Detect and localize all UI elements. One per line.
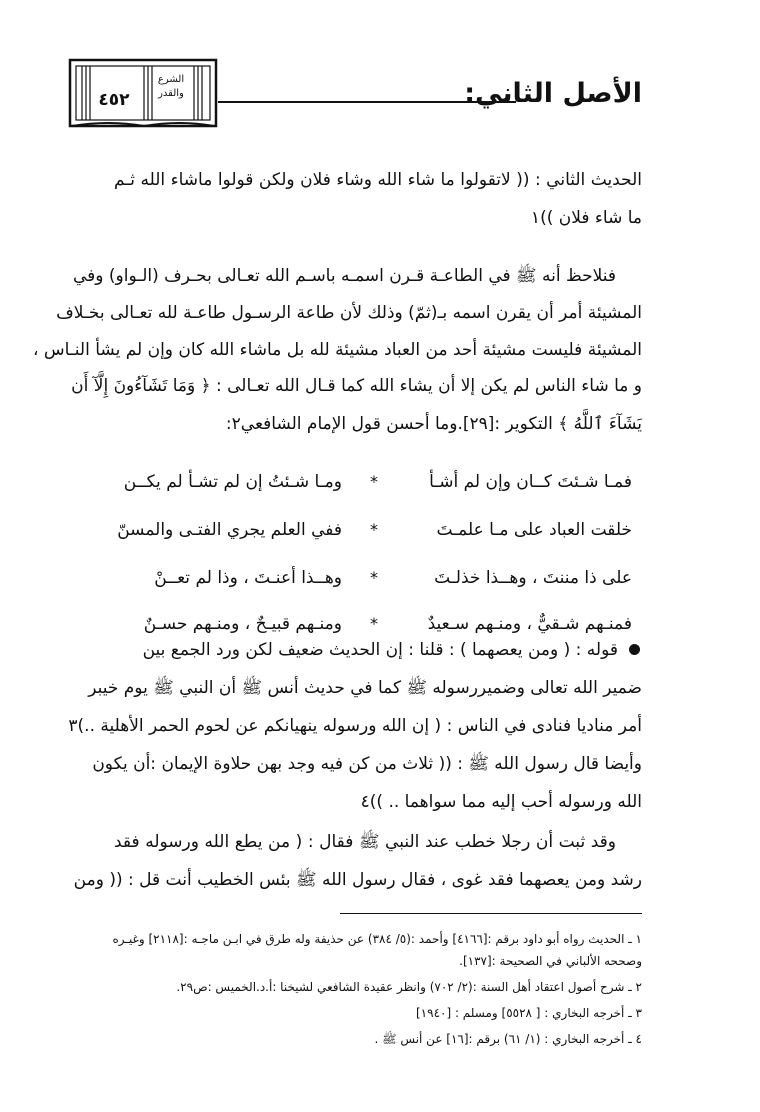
footnote: ٤ ـ أخرجه البخاري : (١/ ٦١) برقم :[١٦] عن أنس ﷺ . (374, 1032, 642, 1046)
header-rule (218, 101, 516, 103)
footnote: ١ ـ الحديث رواه أبو داود برقم :[٤١٦٦] وأحمد :(٥/ ٣٨٤) عن حذيفة وله طرق في ابـن ماجـه :[٢١١٨] وغيـره (112, 932, 642, 946)
body-line: و ما شاء الناس لم يكن إلا أن يشاء الله كما قـال الله تعـالى : ﴿ وَمَا تَشَآءُونَ إِلَّآ أَن (71, 376, 642, 396)
body-line: وأيضا قال رسول الله ﷺ : (( ثلاث من كن فيه وجد بهن حلاوة الإيمان :أن يكون (92, 754, 642, 774)
verse-separator: * (370, 520, 378, 539)
verse-separator: * (370, 472, 378, 491)
badge-label-top: الشرع (157, 74, 185, 85)
verse-second-hemistich: ومـا شـئتُ إن لم تشـأ لم يكــن (123, 472, 342, 492)
footnote-rule (340, 913, 642, 914)
verse-separator: * (370, 568, 378, 587)
verse-first-hemistich: خلقت العباد على مـا علمـتَ (436, 520, 632, 540)
badge-label-bottom: والقدر (158, 88, 184, 99)
verse-second-hemistich: ففي العلم يجري الفتـى والمسنّ (117, 520, 342, 540)
verse-second-hemistich: وهــذا أعنـتَ ، وذا لم تعــنْ (154, 568, 342, 588)
poem-verse (112, 558, 632, 598)
body-line: الله ورسوله أحب إليه مما سواهما .. ))٤ (360, 792, 642, 812)
verse-first-hemistich: على ذا مننتَ ، وهــذا خذلـتَ (434, 568, 632, 588)
chapter-title: الأصل الثاني: (464, 78, 642, 109)
body-line: ما شاء فلان ))١ (530, 208, 642, 228)
body-line: فنلاحظ أنه ﷺ في الطاعـة قـرن اسمـه باسـم الله تعـالى بحـرف (الـواو) وفي (72, 266, 616, 286)
verse-first-hemistich: فمـا شـئتَ كــان وإن لم أشـأ (429, 472, 632, 492)
footnote: ٢ ـ شرح أصول اعتقاد أهل السنة :(٢/ ٧٠٢) وانظر عقيدة الشافعي لشيخنا :أ.د.الخميس :ص٢٩. (176, 980, 642, 994)
footnote: ٣ ـ أخرجه البخاري : [ ٥٥٢٨] ومسلم : [١٩٤٠] (415, 1006, 642, 1020)
verse-second-hemistich: ومنـهم قبيـحٌ ، ومنـهم حسـنٌ (143, 614, 342, 634)
verse-first-hemistich: فمنـهم شـقيٌّ ، ومنـهم سـعيدٌ (427, 614, 632, 634)
body-line: رشد ومن يعصهما فقد غوى ، فقال رسول الله ﷺ بئس الخطيب أنت قل : (( ومن (73, 870, 642, 890)
body-line: أمر مناديا فنادى في الناس : ( إن الله ورسوله ينهيانكم عن لحوم الحمر الأهلية ..)٣ (68, 716, 642, 736)
body-line: المشيئة أمر أن يقرن اسمه بـ(ثمّ) وذلك لأن طاعة الرسـول طاعـة لله تعـالى بخـلاف (56, 303, 642, 323)
verse-separator: * (370, 614, 378, 633)
poem-verse (112, 510, 632, 550)
body-line: قوله : ( ومن يعصهما ) : قلنا : إن الحديث ضعيف لكن ورد الجمع بين (142, 640, 618, 660)
body-line: الحديث الثاني : (( لاتقولوا ما شاء الله وشاء فلان ولكن قولوا ماشاء الله ثـم (114, 170, 642, 190)
body-line: يَشَآءَ ٱللَّهُ ﴾ التكوير :[٢٩].وما أحسن قول الإمام الشافعي٢: (225, 414, 642, 434)
poem-verse (112, 462, 632, 502)
body-line: ضمير الله تعالى وضميررسوله ﷺ كما في حديث أنس ﷺ أن النبي ﷺ يوم خيبر (88, 678, 642, 698)
footnote: وصححه الألباني في الصحيحة :[١٣٧]. (459, 954, 642, 968)
bullet-icon (629, 644, 640, 655)
body-line: المشيئة فليست مشيئة أحد من العباد مشيئة لله بل ماشاء الله كان وإن لم يشأ النـاس ، (32, 340, 642, 360)
page-number: ٤٥٢ (98, 90, 130, 110)
body-line: وقد ثبت أن رجلا خطب عند النبي ﷺ فقال : ( من يطع الله ورسوله فقد (114, 832, 616, 852)
